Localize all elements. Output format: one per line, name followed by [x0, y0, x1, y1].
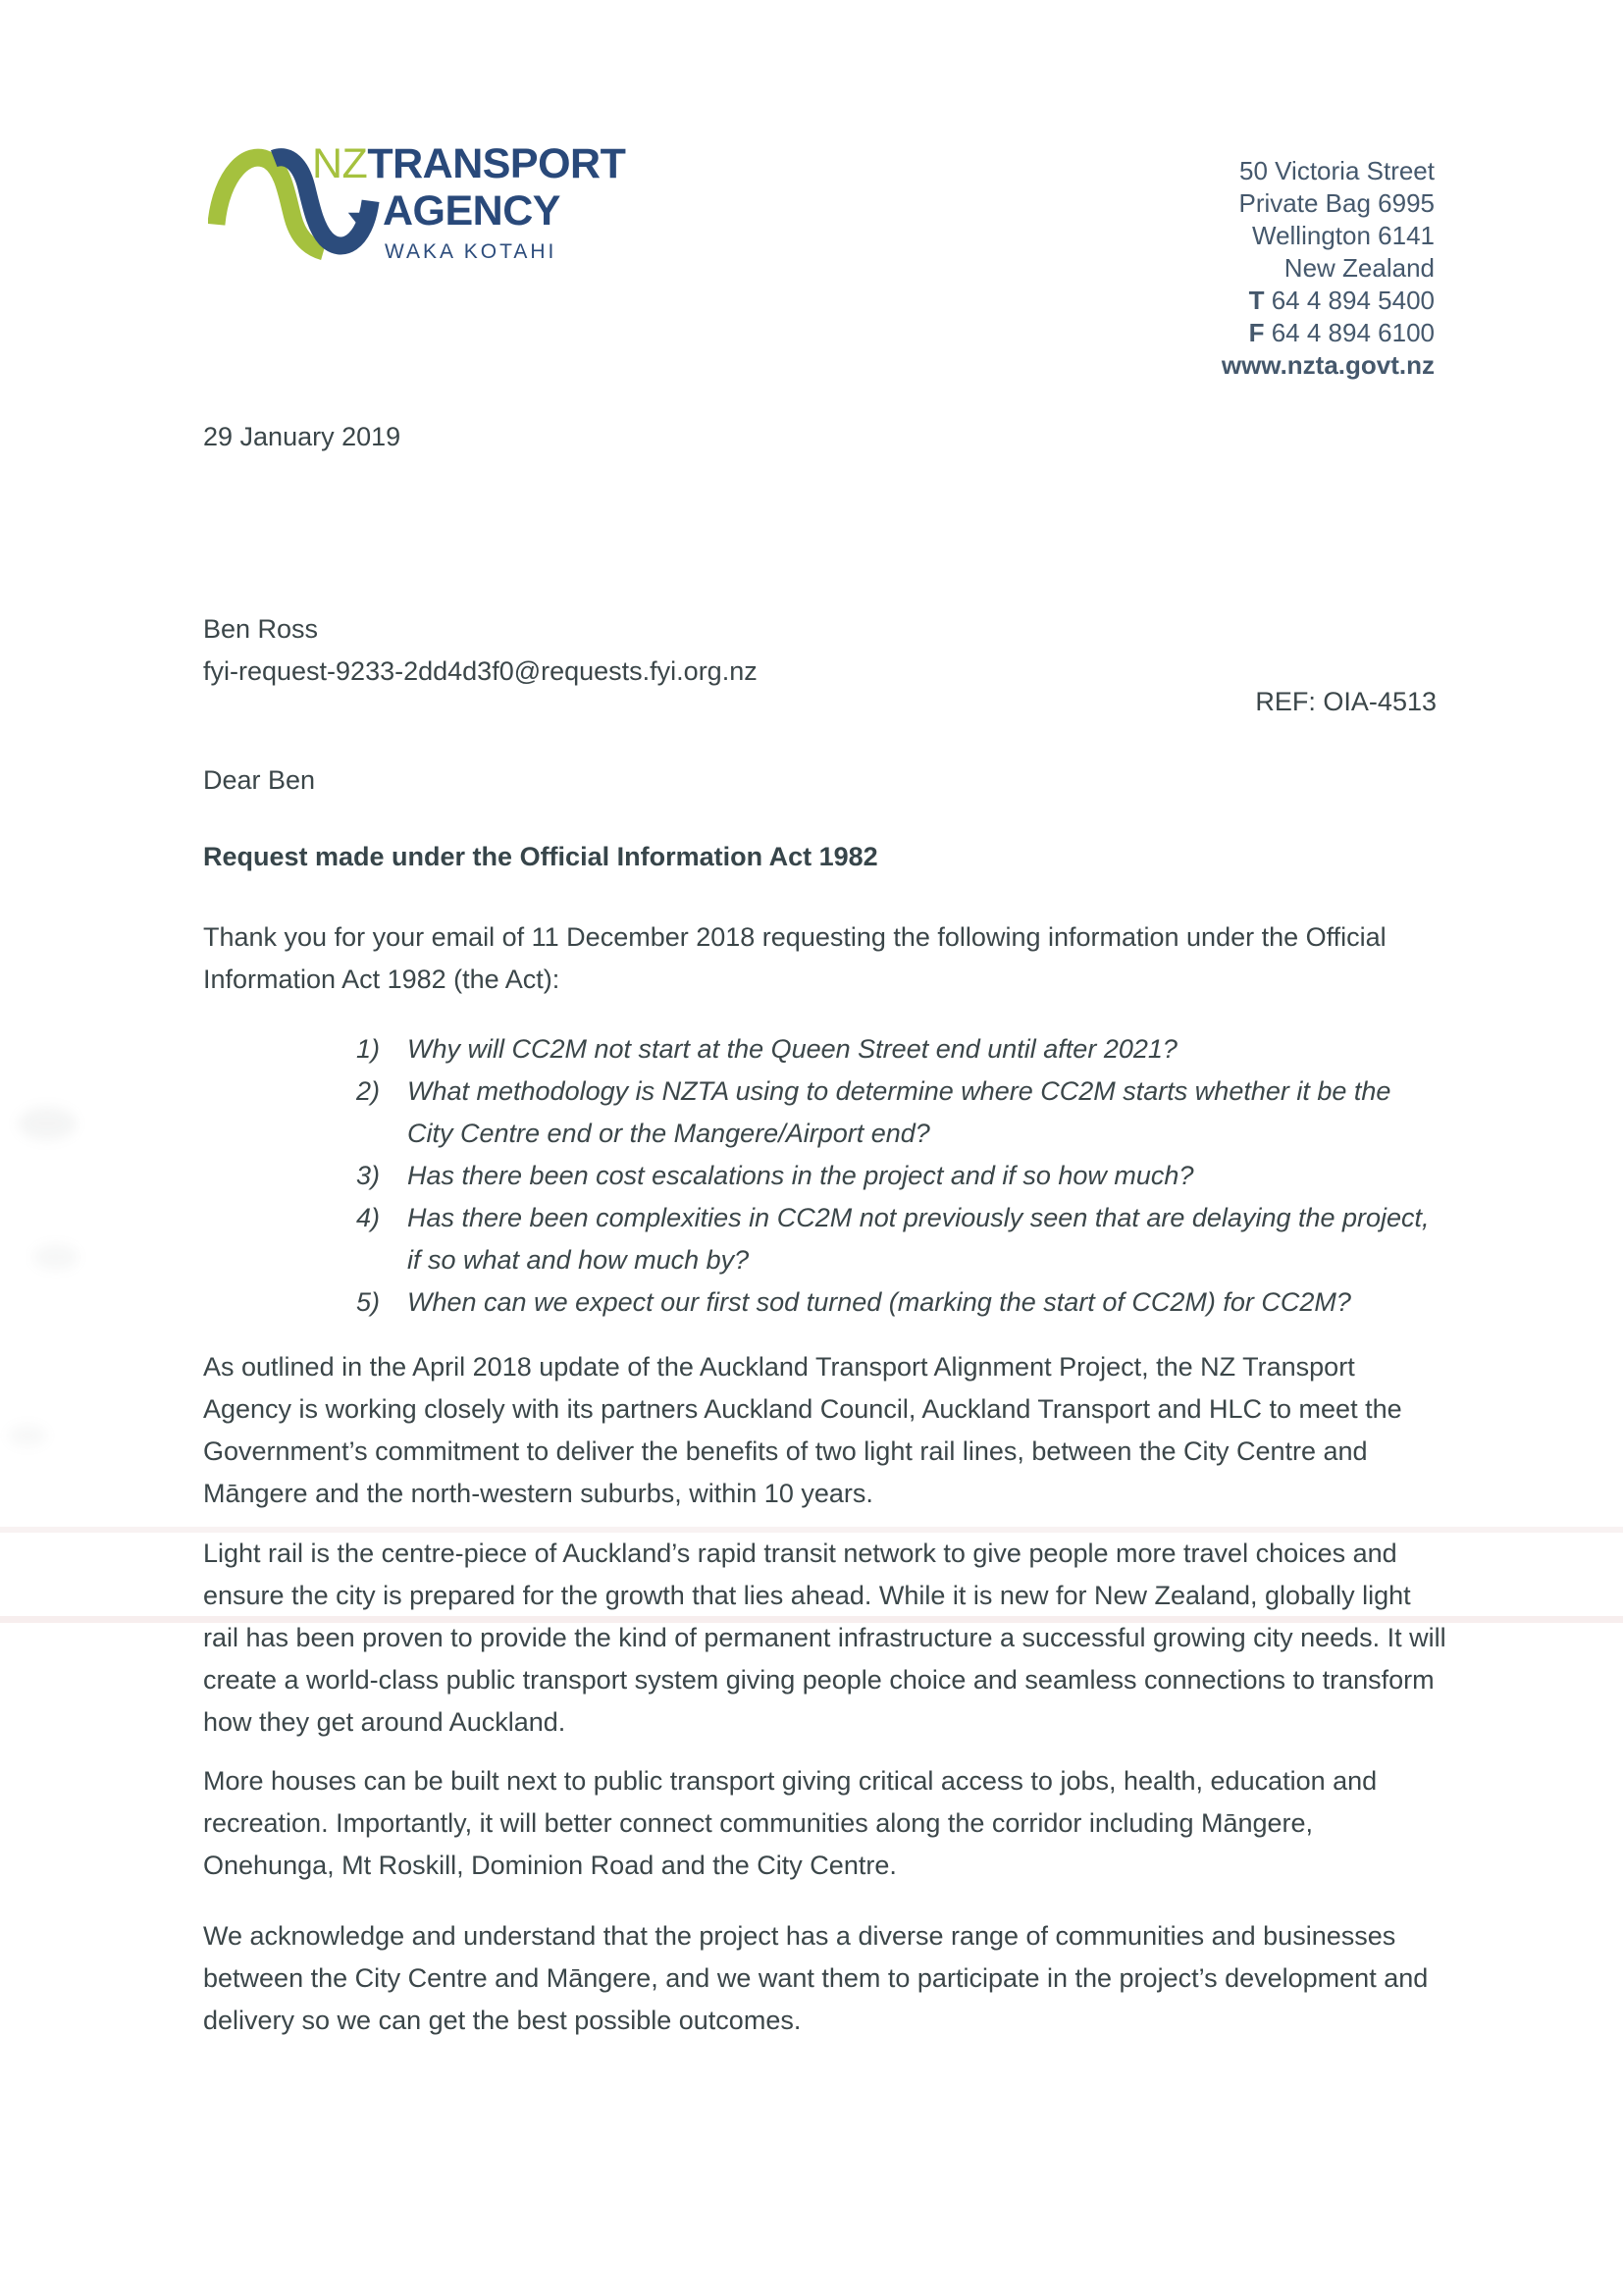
recipient-email: fyi-request-9233-2dd4d3f0@requests.fyi.org.nz: [203, 656, 758, 686]
website-url: www.nzta.govt.nz: [1221, 350, 1435, 380]
question-item: [356, 1155, 1443, 1197]
question-text: Why will CC2M not start at the Queen Street end until after 2021?: [407, 1034, 1178, 1064]
contact-block: [1222, 155, 1435, 382]
intro-paragraph: Thank you for your email of 11 December 2018 requesting the following information under the Official Information Act 1982 (the Act):: [203, 922, 1387, 994]
body-paragraph: More houses can be built next to public transport giving critical access to jobs, health, education and recreation. Importantly, it will better connect communities along the corridor including Māngere, Onehunga, Mt Roskill, Dominion Road and the City Centre.: [203, 1766, 1378, 1880]
contact-fax-line: [1222, 317, 1435, 349]
fax-label: F: [1248, 318, 1265, 347]
contact-phone-line: [1222, 285, 1435, 317]
logo-tagline-text: WAKA KOTAHI: [385, 240, 557, 263]
question-item: [356, 1281, 1443, 1324]
contact-address-line: New Zealand: [1283, 253, 1435, 283]
phone-label: T: [1248, 286, 1265, 315]
recipient-block: [203, 608, 758, 693]
question-list: [356, 1028, 1443, 1324]
question-item: [356, 1070, 1443, 1155]
scan-artifact-smudge: [18, 1107, 77, 1140]
contact-address-line: 50 Victoria Street: [1239, 156, 1435, 185]
recipient-name: Ben Ross: [203, 614, 319, 644]
body-paragraph: Light rail is the centre-piece of Auckland’s rapid transit network to give people more travel choices and ensure the city is prepared for the growth that lies ahead. While it is new for New Zealand, globally light rail has been proven to provide the kind of permanent infrastructure a successful growing city needs. It will create a world-class public transport system giving people choice and seamless connections to transform how they get around Auckland.: [203, 1539, 1446, 1737]
question-number: 2): [356, 1076, 381, 1106]
question-number: 3): [356, 1161, 381, 1190]
question-item: [356, 1197, 1443, 1281]
reference-number: REF: OIA-4513: [1255, 687, 1437, 716]
fax-number: 64 4 894 6100: [1264, 318, 1435, 347]
question-number: 4): [356, 1203, 381, 1232]
question-number: 1): [356, 1034, 381, 1064]
question-text: Has there been cost escalations in the project and if so how much?: [407, 1161, 1194, 1190]
logo-agency-text: AGENCY: [383, 187, 560, 235]
scan-artifact-smudge: [8, 1425, 47, 1446]
body-paragraph: We acknowledge and understand that the project has a diverse range of communities and businesses between the City Centre and Māngere, and we want them to participate in the project’s development and delivery so we can get the best possible outcomes.: [203, 1921, 1429, 2035]
contact-address-line: Private Bag 6995: [1238, 188, 1435, 218]
subject-heading: Request made under the Official Information Act 1982: [203, 842, 878, 871]
logo-transport-text: TRANSPORT: [367, 140, 626, 187]
question-text: Has there been complexities in CC2M not previously seen that are delaying the project, if so what and how much by?: [407, 1203, 1430, 1275]
question-item: [356, 1028, 1443, 1070]
body-paragraph: As outlined in the April 2018 update of the Auckland Transport Alignment Project, the NZ Transport Agency is working closely with its partners Auckland Council, Auckland Transport and HLC to meet the Government’s commitment to deliver the benefits of two light rail lines, between the City Centre and Māngere and the north-western suburbs, within 10 years.: [203, 1352, 1402, 1508]
scan-artifact-smudge: [33, 1244, 79, 1270]
question-text: When can we expect our first sod turned (marking the start of CC2M) for CC2M?: [407, 1287, 1351, 1317]
question-text: What methodology is NZTA using to determine where CC2M starts whether it be the City Centre end or the Mangere/Airport end?: [407, 1076, 1391, 1148]
nzta-logo-wordmark: [312, 140, 626, 263]
salutation: Dear Ben: [203, 765, 316, 795]
question-number: 5): [356, 1287, 381, 1317]
contact-address-line: Wellington 6141: [1252, 221, 1435, 250]
logo-line-1: [312, 140, 626, 187]
phone-number: 64 4 894 5400: [1264, 286, 1435, 315]
letter-date: 29 January 2019: [203, 422, 401, 451]
logo-nz-text: NZ: [312, 140, 368, 187]
